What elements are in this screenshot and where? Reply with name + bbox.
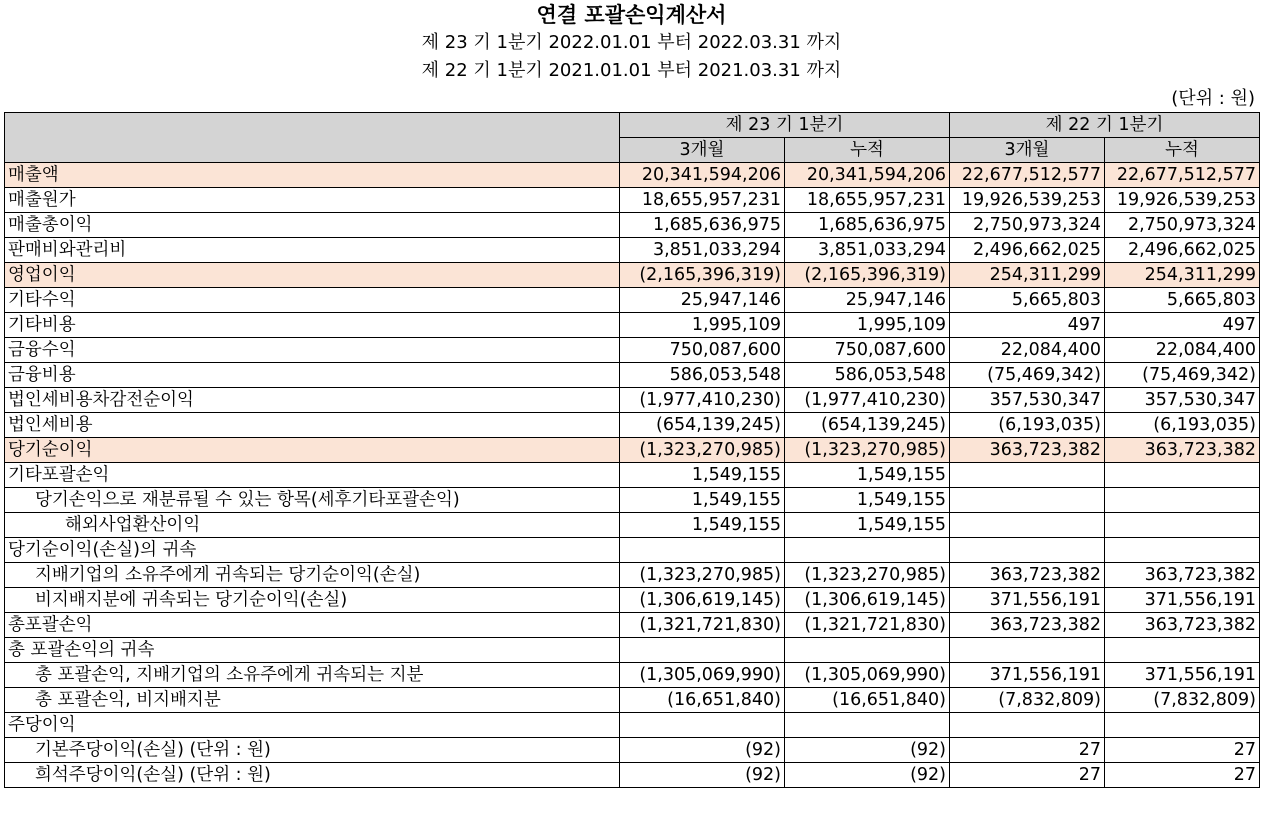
table-row	[5, 488, 1260, 513]
row-label: 총 포괄손익의 귀속	[5, 638, 620, 663]
row-value: 363,723,382	[950, 563, 1105, 588]
row-label: 당기순이익	[5, 438, 620, 463]
row-value: 25,947,146	[785, 288, 950, 313]
row-value: 18,655,957,231	[785, 188, 950, 213]
row-label: 총 포괄손익, 비지배지분	[5, 688, 620, 713]
row-value: 586,053,548	[785, 363, 950, 388]
row-label: 금융비용	[5, 363, 620, 388]
row-value: (7,832,809)	[1105, 688, 1260, 713]
row-value: (1,323,270,985)	[620, 438, 785, 463]
row-value: (2,165,396,319)	[785, 263, 950, 288]
row-value: 1,685,636,975	[785, 213, 950, 238]
table-row	[5, 688, 1260, 713]
row-value	[1105, 638, 1260, 663]
table-row	[5, 563, 1260, 588]
row-value: (1,305,069,990)	[620, 663, 785, 688]
row-value: 27	[1105, 763, 1260, 788]
row-value	[620, 713, 785, 738]
row-value: 371,556,191	[950, 588, 1105, 613]
row-value: (92)	[620, 738, 785, 763]
row-label: 총 포괄손익, 지배기업의 소유주에게 귀속되는 지분	[5, 663, 620, 688]
row-value: 25,947,146	[620, 288, 785, 313]
row-value: 27	[950, 738, 1105, 763]
row-value: 1,549,155	[620, 463, 785, 488]
row-value: 363,723,382	[1105, 613, 1260, 638]
row-value: (1,305,069,990)	[785, 663, 950, 688]
row-value: (2,165,396,319)	[620, 263, 785, 288]
row-label: 매출액	[5, 163, 620, 188]
row-value: (7,832,809)	[950, 688, 1105, 713]
row-value: 357,530,347	[950, 388, 1105, 413]
row-value: (1,321,721,830)	[620, 613, 785, 638]
row-value: (1,323,270,985)	[620, 563, 785, 588]
table-row	[5, 188, 1260, 213]
row-value	[950, 488, 1105, 513]
row-label: 기본주당이익(손실) (단위 : 원)	[5, 738, 620, 763]
row-value	[620, 538, 785, 563]
row-value: (16,651,840)	[785, 688, 950, 713]
prior-period-range: 제 22 기 1분기 2021.01.01 부터 2021.03.31 까지	[421, 60, 842, 81]
row-value: 371,556,191	[1105, 663, 1260, 688]
row-value: (16,651,840)	[620, 688, 785, 713]
header-prior-3months: 3개월	[950, 138, 1105, 163]
row-label: 기타수익	[5, 288, 620, 313]
row-value: 254,311,299	[950, 263, 1105, 288]
table-row	[5, 238, 1260, 263]
row-value: 5,665,803	[1105, 288, 1260, 313]
row-value: 2,750,973,324	[950, 213, 1105, 238]
header-current-3months: 3개월	[620, 138, 785, 163]
row-value: (654,139,245)	[785, 413, 950, 438]
header-current-period: 제 23 기 1분기	[620, 113, 950, 138]
row-value	[785, 638, 950, 663]
row-value	[1105, 463, 1260, 488]
row-label: 당기손익으로 재분류될 수 있는 항목(세후기타포괄손익)	[5, 488, 620, 513]
table-row	[5, 763, 1260, 788]
row-value: 586,053,548	[620, 363, 785, 388]
row-value: 371,556,191	[1105, 588, 1260, 613]
table-row	[5, 163, 1260, 188]
row-value: 22,084,400	[1105, 338, 1260, 363]
row-value: 363,723,382	[1105, 563, 1260, 588]
row-value: 1,995,109	[620, 313, 785, 338]
row-value: (1,323,270,985)	[785, 563, 950, 588]
table-row	[5, 338, 1260, 363]
table-row	[5, 213, 1260, 238]
unit-label: (단위 : 원)	[1171, 88, 1255, 109]
header-current-cumulative: 누적	[785, 138, 950, 163]
current-period-range: 제 23 기 1분기 2022.01.01 부터 2022.03.31 까지	[421, 32, 842, 53]
row-value: 357,530,347	[1105, 388, 1260, 413]
row-value	[950, 638, 1105, 663]
row-label: 희석주당이익(손실) (단위 : 원)	[5, 763, 620, 788]
row-value	[1105, 488, 1260, 513]
row-value: 363,723,382	[1105, 438, 1260, 463]
row-value	[950, 538, 1105, 563]
row-value: 3,851,033,294	[620, 238, 785, 263]
table-row	[5, 263, 1260, 288]
table-row	[5, 538, 1260, 563]
row-value: 254,311,299	[1105, 263, 1260, 288]
row-value: 20,341,594,206	[620, 163, 785, 188]
table-row	[5, 388, 1260, 413]
row-value: 363,723,382	[950, 438, 1105, 463]
row-value: 18,655,957,231	[620, 188, 785, 213]
row-value: 1,549,155	[785, 513, 950, 538]
row-value: 371,556,191	[950, 663, 1105, 688]
table-row	[5, 463, 1260, 488]
row-value: (1,321,721,830)	[785, 613, 950, 638]
row-value: (1,323,270,985)	[785, 438, 950, 463]
row-value: 5,665,803	[950, 288, 1105, 313]
row-value: (75,469,342)	[950, 363, 1105, 388]
table-row	[5, 438, 1260, 463]
row-value: 1,549,155	[620, 488, 785, 513]
row-value: (1,977,410,230)	[620, 388, 785, 413]
row-value: 1,685,636,975	[620, 213, 785, 238]
row-value: 27	[1105, 738, 1260, 763]
table-row	[5, 663, 1260, 688]
row-value	[1105, 713, 1260, 738]
table-row	[5, 313, 1260, 338]
table-row	[5, 738, 1260, 763]
table-row	[5, 588, 1260, 613]
row-value: 20,341,594,206	[785, 163, 950, 188]
row-value	[950, 513, 1105, 538]
row-value: 27	[950, 763, 1105, 788]
row-label: 주당이익	[5, 713, 620, 738]
row-value: (92)	[785, 738, 950, 763]
row-value	[1105, 513, 1260, 538]
row-value	[1105, 538, 1260, 563]
row-label: 당기순이익(손실)의 귀속	[5, 538, 620, 563]
header-row-periods	[5, 113, 1260, 138]
row-value: 1,549,155	[620, 513, 785, 538]
row-value: 2,496,662,025	[950, 238, 1105, 263]
table-row	[5, 713, 1260, 738]
row-value: 19,926,539,253	[1105, 188, 1260, 213]
row-label: 매출총이익	[5, 213, 620, 238]
row-label: 매출원가	[5, 188, 620, 213]
row-value	[950, 463, 1105, 488]
row-label: 법인세비용차감전순이익	[5, 388, 620, 413]
row-value: (1,977,410,230)	[785, 388, 950, 413]
row-label: 총포괄손익	[5, 613, 620, 638]
row-value: 497	[950, 313, 1105, 338]
row-value: 3,851,033,294	[785, 238, 950, 263]
row-value: (1,306,619,145)	[785, 588, 950, 613]
row-value: (92)	[620, 763, 785, 788]
row-value	[785, 713, 950, 738]
row-label: 기타비용	[5, 313, 620, 338]
row-value: 22,677,512,577	[950, 163, 1105, 188]
row-value: 1,995,109	[785, 313, 950, 338]
row-value: 497	[1105, 313, 1260, 338]
row-value: (75,469,342)	[1105, 363, 1260, 388]
row-value: (92)	[785, 763, 950, 788]
income-statement-table	[4, 112, 1260, 788]
header-prior-period: 제 22 기 1분기	[950, 113, 1260, 138]
header-prior-cumulative: 누적	[1105, 138, 1260, 163]
table-row	[5, 288, 1260, 313]
row-value: (654,139,245)	[620, 413, 785, 438]
row-value: 750,087,600	[620, 338, 785, 363]
row-value: 2,496,662,025	[1105, 238, 1260, 263]
table-row	[5, 638, 1260, 663]
row-value	[785, 538, 950, 563]
table-row	[5, 613, 1260, 638]
table-row	[5, 513, 1260, 538]
row-label: 판매비와관리비	[5, 238, 620, 263]
row-label: 해외사업환산이익	[5, 513, 620, 538]
row-label: 지배기업의 소유주에게 귀속되는 당기순이익(손실)	[5, 563, 620, 588]
table-row	[5, 413, 1260, 438]
row-label: 비지배지분에 귀속되는 당기순이익(손실)	[5, 588, 620, 613]
row-value: (6,193,035)	[1105, 413, 1260, 438]
row-label: 기타포괄손익	[5, 463, 620, 488]
row-value: 19,926,539,253	[950, 188, 1105, 213]
row-value: (6,193,035)	[950, 413, 1105, 438]
row-label: 금융수익	[5, 338, 620, 363]
row-label: 영업이익	[5, 263, 620, 288]
row-value	[950, 713, 1105, 738]
row-value: 1,549,155	[785, 488, 950, 513]
row-value: 2,750,973,324	[1105, 213, 1260, 238]
row-value: (1,306,619,145)	[620, 588, 785, 613]
row-value: 363,723,382	[950, 613, 1105, 638]
statement-title: 연결 포괄손익계산서	[536, 3, 727, 27]
table-row	[5, 363, 1260, 388]
row-value	[620, 638, 785, 663]
row-value: 22,677,512,577	[1105, 163, 1260, 188]
row-value: 22,084,400	[950, 338, 1105, 363]
row-value: 1,549,155	[785, 463, 950, 488]
row-label: 법인세비용	[5, 413, 620, 438]
header-item-cell	[5, 113, 620, 163]
row-value: 750,087,600	[785, 338, 950, 363]
